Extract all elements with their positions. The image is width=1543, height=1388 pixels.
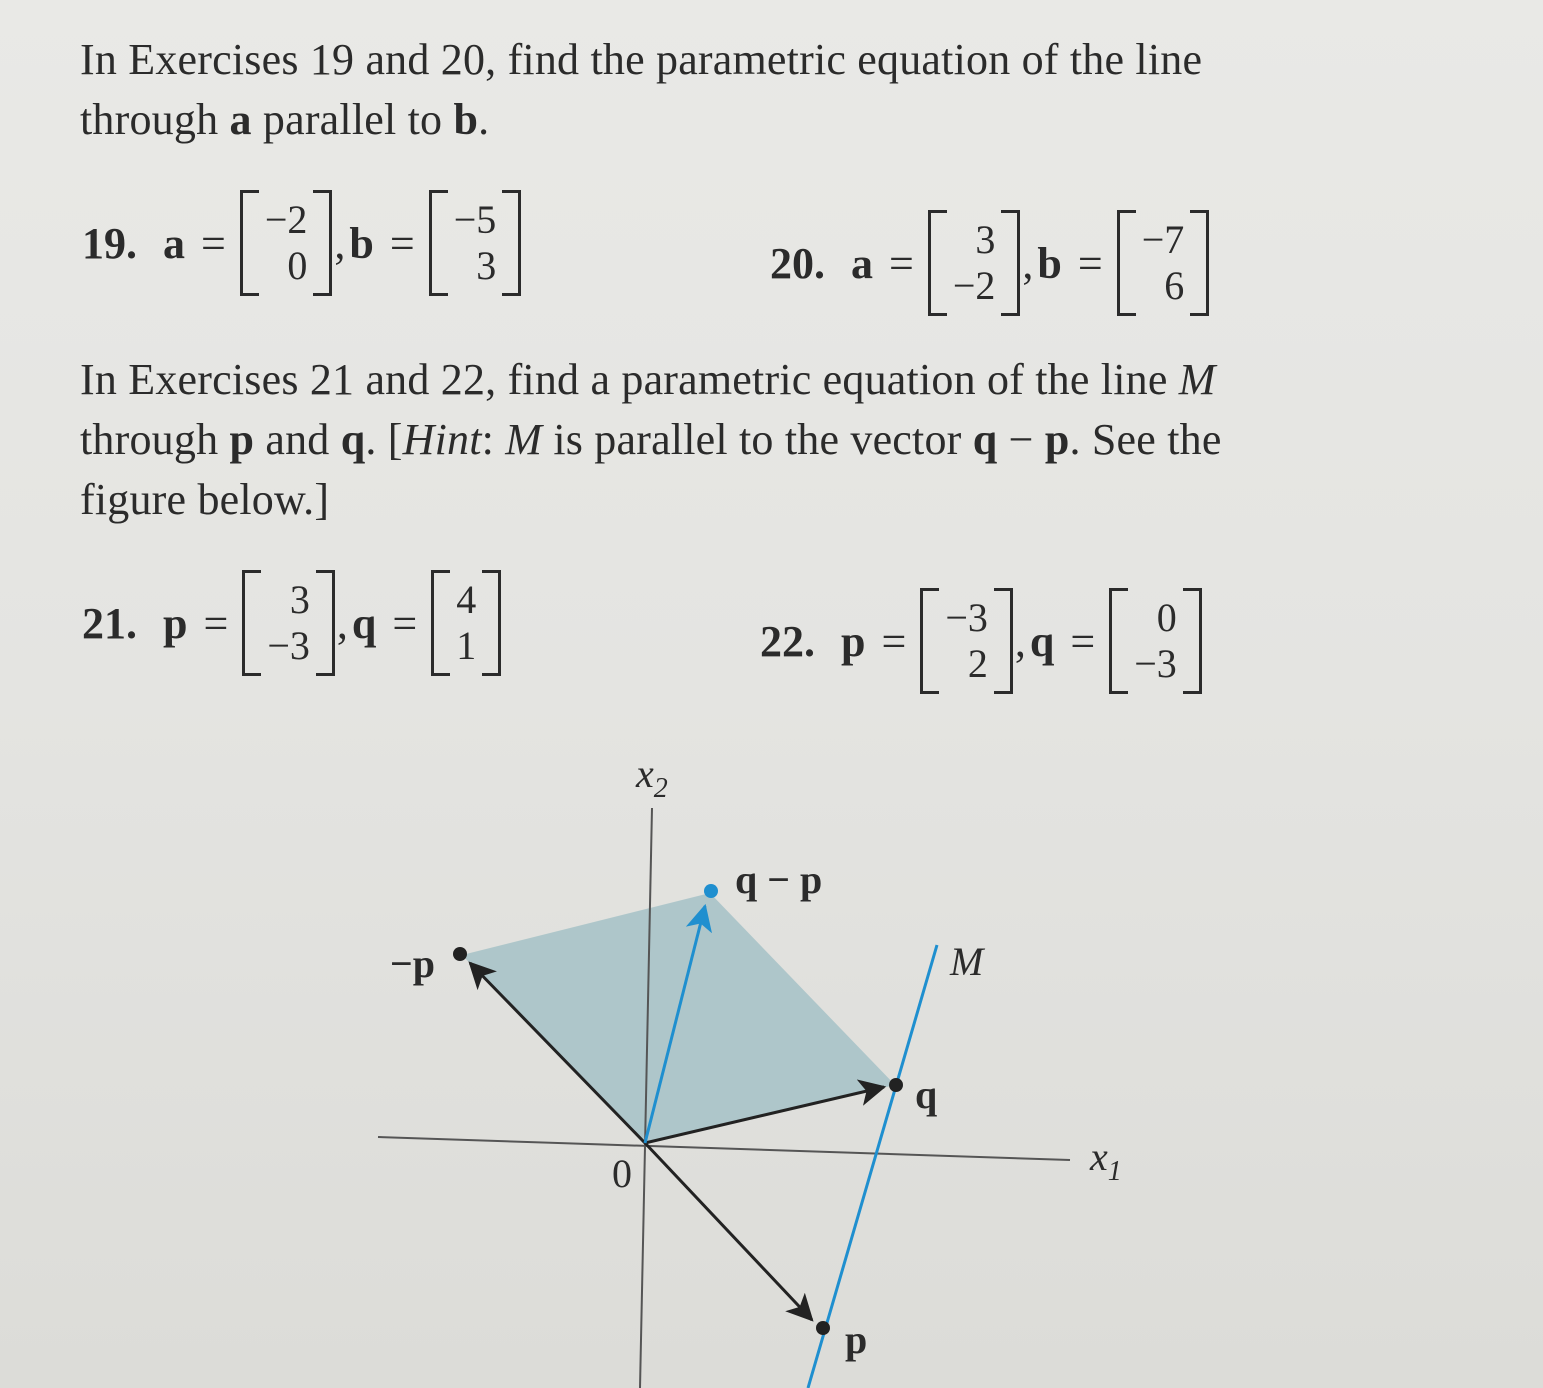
hint-word: Hint [402,415,482,464]
equals-sign: = [889,238,914,288]
line-m: M [1178,355,1216,404]
equals-sign: = [392,598,418,648]
intro1-line1: In Exercises 19 and 20, find the parametric equation of the line [80,35,1203,84]
p-label: p [845,1317,868,1362]
text: . [ [365,415,403,464]
text: is parallel to the vector [542,415,973,464]
point-q [889,1078,903,1092]
matrix-entry: −5 [453,197,497,242]
vector-q: q [340,415,366,464]
intro2-line3: figure below.] [80,475,330,524]
matrix-entry: 3 [975,217,996,262]
shaded-parallelogram [462,893,895,1143]
text: and [254,415,341,464]
vector-name: p [163,598,188,648]
matrix-entry: −3 [1134,641,1177,686]
origin-label: 0 [612,1151,632,1196]
point-p [816,1321,830,1335]
vector-name: b [1037,238,1062,288]
point-neg-p [453,947,467,961]
matrix-entry: 1 [456,623,477,668]
vector-name: p [841,616,866,666]
vector-name: a [851,238,873,288]
matrix-entry: 3 [476,243,497,288]
matrix-entry: 4 [456,577,477,622]
vector-a: a [229,95,252,144]
equals-sign: = [203,598,229,648]
vector-name: a [163,218,185,268]
matrix-entry: 3 [289,577,310,622]
x1-axis [378,1137,1070,1160]
comma: , [1022,238,1034,288]
text: parallel to [251,95,454,144]
text: − [997,415,1045,464]
q-label: q [915,1072,938,1117]
vector-q: q [972,415,998,464]
vector-p: p [229,415,255,464]
matrix-entry: −3 [945,595,988,640]
point-q-minus-p [704,884,718,898]
x1-axis-label: $x_1$ [1090,1134,1122,1187]
text: In Exercises 21 and 22, find a parametric equation of the line [80,355,1179,404]
comma: , [334,218,346,268]
exercise-number: 22. [760,616,815,666]
comma: , [336,598,348,648]
neg-p-label: −p [390,941,436,986]
text: . See the [1069,415,1222,464]
text: . [478,95,490,144]
exercise-number: 20. [770,238,825,288]
vector-p-arrow [645,1143,812,1320]
exercise-number: 21. [82,598,137,648]
equals-sign: = [881,616,907,666]
exercise-number: 19. [82,218,137,268]
vector-name: q [1029,616,1055,666]
line-m: M [505,415,543,464]
matrix-entry: 0 [287,243,308,288]
m-label: M [950,939,984,984]
equals-sign: = [1077,238,1103,288]
comma: , [1014,616,1026,666]
matrix-entry: −2 [952,263,996,308]
text: through [80,95,230,144]
vector-name: q [351,598,377,648]
matrix-entry: −7 [1141,217,1185,262]
vector-b: b [453,95,479,144]
equals-sign: = [201,218,226,268]
matrix-entry: 2 [967,641,988,686]
text: : [481,415,506,464]
matrix-entry: 0 [1156,595,1177,640]
q-minus-p-label: q − p [735,857,823,902]
vector-name: b [349,218,374,268]
x2-axis-label: $x_2$ [636,751,668,804]
matrix-entry: −2 [264,197,308,242]
matrix-entry: 6 [1164,263,1185,308]
line-m [808,945,937,1388]
equals-sign: = [1070,616,1096,666]
vector-p: p [1044,415,1070,464]
text: through [80,415,230,464]
equals-sign: = [389,218,415,268]
matrix-entry: −3 [267,623,310,668]
